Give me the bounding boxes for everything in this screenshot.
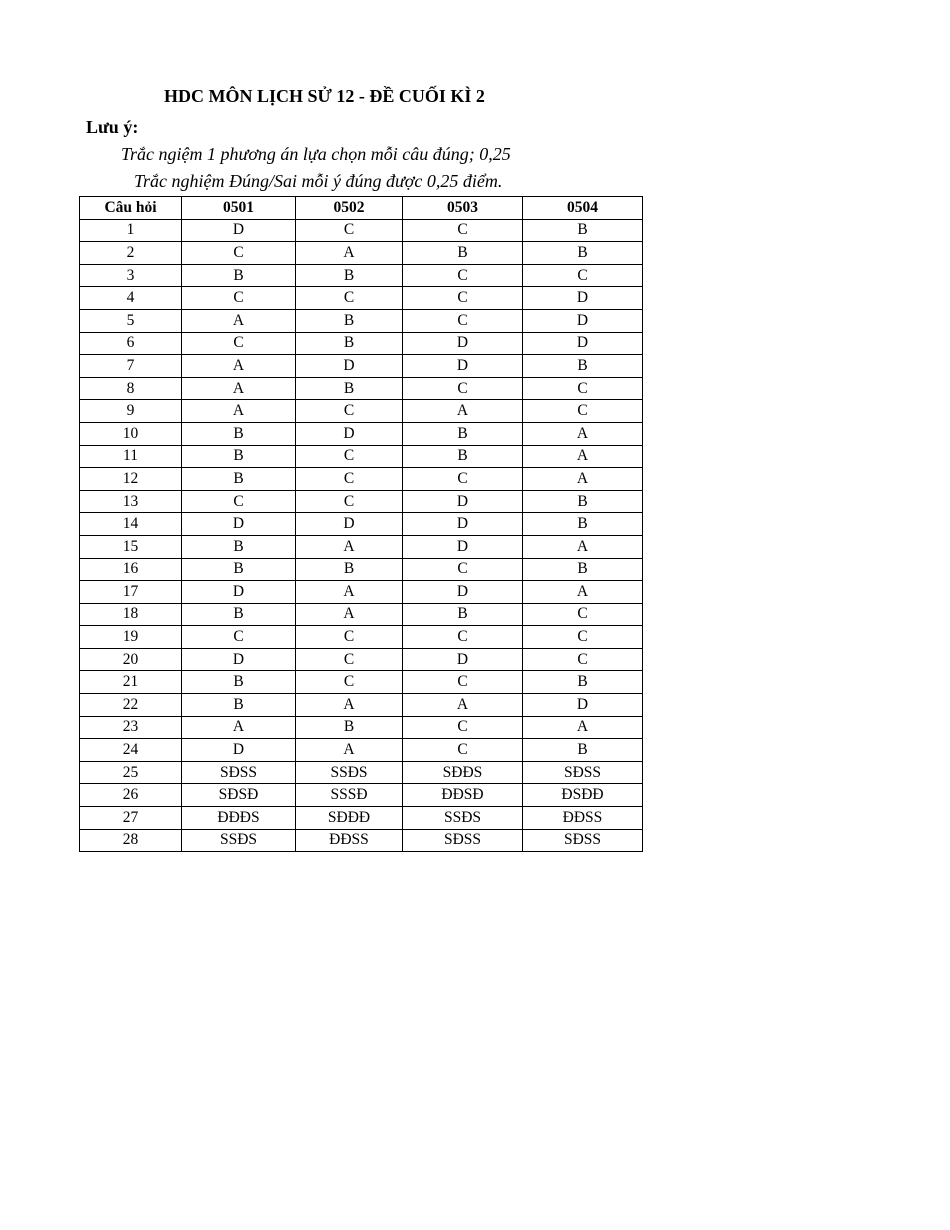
answer-cell-0504: B [523,671,643,694]
answer-cell-0503: C [403,558,523,581]
table-row [80,558,643,581]
answer-cell-0504: B [523,355,643,378]
answer-cell-0502: C [296,445,403,468]
answer-cell-0501: D [182,648,296,671]
question-number-cell: 7 [80,355,182,378]
answer-cell-0503: A [403,694,523,717]
question-number-cell: 14 [80,513,182,536]
answer-cell-0504: ĐĐSS [523,807,643,830]
answer-cell-0502: SĐĐĐ [296,807,403,830]
answer-cell-0502: B [296,558,403,581]
answer-cell-0502: B [296,309,403,332]
answer-cell-0501: D [182,581,296,604]
answer-cell-0502: B [296,377,403,400]
answer-cell-0504: D [523,309,643,332]
table-row [80,219,643,242]
answer-cell-0501: A [182,716,296,739]
answer-cell-0502: C [296,648,403,671]
table-row [80,242,643,265]
table-row [80,603,643,626]
answer-cell-0504: A [523,468,643,491]
answer-cell-0501: ĐĐĐS [182,807,296,830]
answer-cell-0503: SĐĐS [403,761,523,784]
table-row [80,761,643,784]
answer-cell-0501: SĐSĐ [182,784,296,807]
answer-cell-0502: D [296,355,403,378]
answer-cell-0502: C [296,287,403,310]
answer-cell-0504: SĐSS [523,761,643,784]
question-number-cell: 2 [80,242,182,265]
answer-cell-0503: C [403,739,523,762]
answer-cell-0501: A [182,309,296,332]
answer-cell-0501: SĐSS [182,761,296,784]
answer-cell-0503: D [403,648,523,671]
answer-table-body [80,219,643,852]
table-row [80,671,643,694]
question-number-cell: 27 [80,807,182,830]
answer-cell-0504: A [523,716,643,739]
question-number-cell: 5 [80,309,182,332]
answer-cell-0501: B [182,671,296,694]
question-number-cell: 18 [80,603,182,626]
question-number-cell: 17 [80,581,182,604]
answer-cell-0503: ĐĐSĐ [403,784,523,807]
note-line: Trắc ngiệm 1 phương án lựa chọn mỗi câu đúng; 0,25 [121,144,511,164]
answer-cell-0503: B [403,422,523,445]
question-number-cell: 10 [80,422,182,445]
table-row [80,513,643,536]
table-row [80,694,643,717]
answer-cell-0503: B [403,242,523,265]
table-row [80,377,643,400]
answer-cell-0503: A [403,400,523,423]
answer-cell-0502: D [296,513,403,536]
answer-cell-0501: B [182,694,296,717]
answer-cell-0501: A [182,355,296,378]
answer-cell-0501: B [182,558,296,581]
table-row [80,445,643,468]
answer-cell-0501: B [182,445,296,468]
answer-cell-0504: B [523,219,643,242]
answer-cell-0501: C [182,332,296,355]
header-exam-code-0502: 0502 [296,197,403,220]
answer-cell-0501: D [182,739,296,762]
table-row [80,648,643,671]
answer-cell-0501: A [182,377,296,400]
answer-cell-0502: SSSĐ [296,784,403,807]
answer-cell-0502: B [296,332,403,355]
question-number-cell: 16 [80,558,182,581]
table-row [80,829,643,852]
header-exam-code-0503: 0503 [403,197,523,220]
answer-cell-0501: B [182,535,296,558]
answer-cell-0504: ĐSĐĐ [523,784,643,807]
answer-cell-0504: D [523,287,643,310]
answer-cell-0504: B [523,513,643,536]
answer-cell-0503: B [403,445,523,468]
question-number-cell: 15 [80,535,182,558]
table-row [80,287,643,310]
answer-cell-0504: C [523,648,643,671]
question-number-cell: 23 [80,716,182,739]
question-number-cell: 3 [80,264,182,287]
header-exam-code-0504: 0504 [523,197,643,220]
question-number-cell: 8 [80,377,182,400]
question-number-cell: 28 [80,829,182,852]
question-number-cell: 6 [80,332,182,355]
answer-cell-0502: C [296,490,403,513]
answer-cell-0503: D [403,490,523,513]
table-row [80,626,643,649]
question-number-cell: 25 [80,761,182,784]
question-number-cell: 26 [80,784,182,807]
answer-cell-0502: A [296,694,403,717]
answer-key-table [79,196,643,852]
answer-cell-0502: A [296,535,403,558]
answer-cell-0502: ĐĐSS [296,829,403,852]
header-question-number: Câu hỏi [80,197,182,220]
answer-cell-0502: C [296,468,403,491]
table-row [80,784,643,807]
question-number-cell: 1 [80,219,182,242]
answer-cell-0502: C [296,671,403,694]
answer-cell-0503: SĐSS [403,829,523,852]
question-number-cell: 22 [80,694,182,717]
answer-cell-0501: D [182,513,296,536]
answer-cell-0502: SSĐS [296,761,403,784]
answer-cell-0504: A [523,535,643,558]
question-number-cell: 20 [80,648,182,671]
answer-cell-0501: B [182,422,296,445]
answer-cell-0503: C [403,671,523,694]
table-row [80,716,643,739]
answer-cell-0501: C [182,242,296,265]
table-row [80,807,643,830]
answer-cell-0501: B [182,468,296,491]
answer-cell-0503: C [403,264,523,287]
table-row [80,332,643,355]
question-number-cell: 19 [80,626,182,649]
answer-cell-0502: A [296,603,403,626]
question-number-cell: 11 [80,445,182,468]
answer-cell-0504: SĐSS [523,829,643,852]
answer-cell-0504: B [523,242,643,265]
answer-cell-0502: A [296,242,403,265]
answer-cell-0502: C [296,219,403,242]
answer-cell-0503: D [403,332,523,355]
answer-cell-0504: B [523,490,643,513]
answer-cell-0504: A [523,422,643,445]
header-exam-code-0501: 0501 [182,197,296,220]
answer-cell-0501: A [182,400,296,423]
answer-cell-0502: A [296,581,403,604]
answer-cell-0503: D [403,535,523,558]
note-label: Lưu ý: [86,117,139,137]
note-line: Trắc nghiệm Đúng/Sai mỗi ý đúng được 0,25 điểm. [134,171,503,191]
answer-cell-0503: D [403,581,523,604]
answer-cell-0502: C [296,626,403,649]
answer-cell-0501: SSĐS [182,829,296,852]
answer-cell-0502: A [296,739,403,762]
answer-cell-0504: D [523,694,643,717]
answer-cell-0501: B [182,264,296,287]
answer-cell-0502: B [296,716,403,739]
answer-cell-0503: C [403,716,523,739]
answer-cell-0503: D [403,355,523,378]
question-number-cell: 9 [80,400,182,423]
table-row [80,490,643,513]
question-number-cell: 12 [80,468,182,491]
question-number-cell: 13 [80,490,182,513]
answer-cell-0503: D [403,513,523,536]
answer-cell-0504: D [523,332,643,355]
answer-cell-0503: SSĐS [403,807,523,830]
question-number-cell: 4 [80,287,182,310]
table-row [80,468,643,491]
answer-cell-0501: C [182,490,296,513]
table-header-row [80,197,643,220]
table-row [80,581,643,604]
answer-cell-0503: C [403,626,523,649]
table-row [80,264,643,287]
answer-cell-0503: C [403,219,523,242]
table-row [80,355,643,378]
answer-cell-0501: C [182,287,296,310]
document-title: HDC MÔN LỊCH SỬ 12 - ĐỀ CUỐI KÌ 2 [164,86,485,106]
table-row [80,739,643,762]
answer-cell-0504: C [523,400,643,423]
answer-cell-0504: C [523,626,643,649]
answer-cell-0504: A [523,581,643,604]
answer-cell-0503: C [403,377,523,400]
table-row [80,400,643,423]
answer-cell-0503: C [403,309,523,332]
answer-cell-0501: B [182,603,296,626]
answer-cell-0504: B [523,739,643,762]
question-number-cell: 24 [80,739,182,762]
table-row [80,309,643,332]
answer-cell-0504: C [523,377,643,400]
answer-cell-0501: C [182,626,296,649]
table-row [80,535,643,558]
answer-cell-0503: B [403,603,523,626]
answer-cell-0504: B [523,558,643,581]
answer-cell-0503: C [403,287,523,310]
answer-cell-0504: C [523,603,643,626]
table-row [80,422,643,445]
answer-cell-0504: A [523,445,643,468]
answer-cell-0503: C [403,468,523,491]
answer-cell-0501: D [182,219,296,242]
question-number-cell: 21 [80,671,182,694]
answer-cell-0502: B [296,264,403,287]
answer-cell-0504: C [523,264,643,287]
answer-cell-0502: C [296,400,403,423]
answer-cell-0502: D [296,422,403,445]
